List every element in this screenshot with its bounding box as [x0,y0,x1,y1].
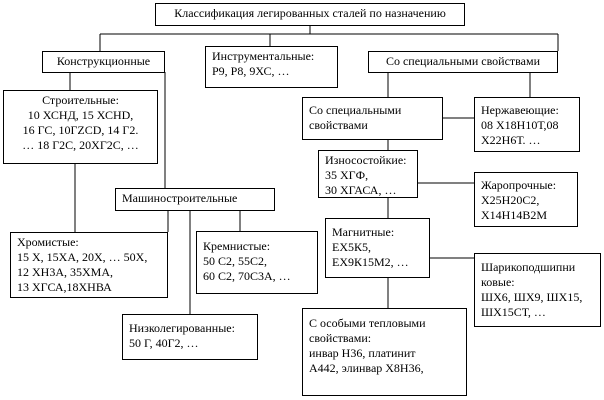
instr-line-1: Р9, Р8, 9ХС, … [212,64,290,78]
nizko-box [122,314,258,360]
magn-line-1: ЕХ5К5, [332,240,371,254]
krem-line-1: 50 С2, 55С2, [203,254,268,268]
shar-title: Шарикоподшипни [481,260,576,274]
instr-title: Инструментальные: [212,49,315,63]
chrom-box [10,232,168,298]
chrom-line-1: 15 Х, 15ХА, 20Х, … 50Х, [17,250,148,264]
iznos-line-2: 30 ХГАСА, … [325,183,397,197]
nerzh-line-2: Х22Н6Т. … [481,133,541,147]
nerzh-line-1: 08 Х18Н10Т,08 [481,118,559,132]
teplo-box [302,308,467,396]
root-title: Классификация легированных сталей по назначению [174,6,446,20]
iznos-box [318,150,418,198]
teplo-line-2: инвар Н36, платинит [309,346,416,360]
stroit-line-2: 16 ГС, 10ГZСD, 14 Г2. [22,123,139,137]
spec-title: Со специальными свойствами [385,54,541,68]
nizko-line-1: 50 Г, 40Г2, … [129,336,199,350]
teplo-title: С особыми тепловыми [309,316,426,330]
shar-line-2: ШХ6, ШХ9, ШХ15, [481,290,583,304]
instr-box [205,46,338,88]
spec-sub-line-2: свойствами [309,118,368,132]
mash-title: Машиностроительные [122,191,238,205]
iznos-line-1: 35 ХГФ, [325,168,369,182]
shar-line-1: ковые: [481,275,515,289]
stroit-line-1: 10 ХСНД, 15 ХСНD, [27,108,134,122]
nerzh-box [474,97,580,152]
shar-line-3: ШХ15СТ, … [481,305,546,319]
spec-box [368,51,558,73]
chrom-title: Хромистые: [17,235,79,249]
magn-line-2: ЕХ9К15М2, … [332,255,409,269]
chrom-line-3: 13 ХГСА,18ХНВА [17,280,112,294]
nizko-title: Низколегированные: [129,321,235,335]
stroit-title: Строительные: [42,93,119,107]
konstr-box [42,51,165,73]
konstr-title: Конструкционные [56,54,151,68]
teplo-line-1: свойствами: [309,331,372,345]
iznos-title: Износостойкие: [325,153,407,167]
krem-line-2: 60 С2, 70С3А, … [203,269,291,283]
zharo-title: Жаропрочные: [481,178,557,192]
teplo-line-3: А442, элинвар Х8Н36, [309,361,424,375]
chrom-line-2: 12 ХН3А, 35ХМА, [17,265,113,279]
krem-title: Кремнистые: [203,239,271,253]
nerzh-title: Нержавеющие: [481,103,559,117]
stroit-line-3: … 18 Г2С, 20ХГ2С, … [22,138,139,152]
magn-box [325,218,430,278]
krem-box [196,231,318,294]
zharo-line-2: Х14Н14В2М [481,208,548,222]
root-box [155,3,465,26]
zharo-line-1: Х25Н20С2, [481,193,540,207]
mash-box [115,188,275,211]
spec-sub-box [302,97,443,140]
spec-sub-line-1: Со специальными [309,103,402,117]
magn-title: Магнитные: [332,225,395,239]
zharo-box [474,172,578,227]
shar-box [474,253,601,327]
stroit-box [3,90,158,164]
